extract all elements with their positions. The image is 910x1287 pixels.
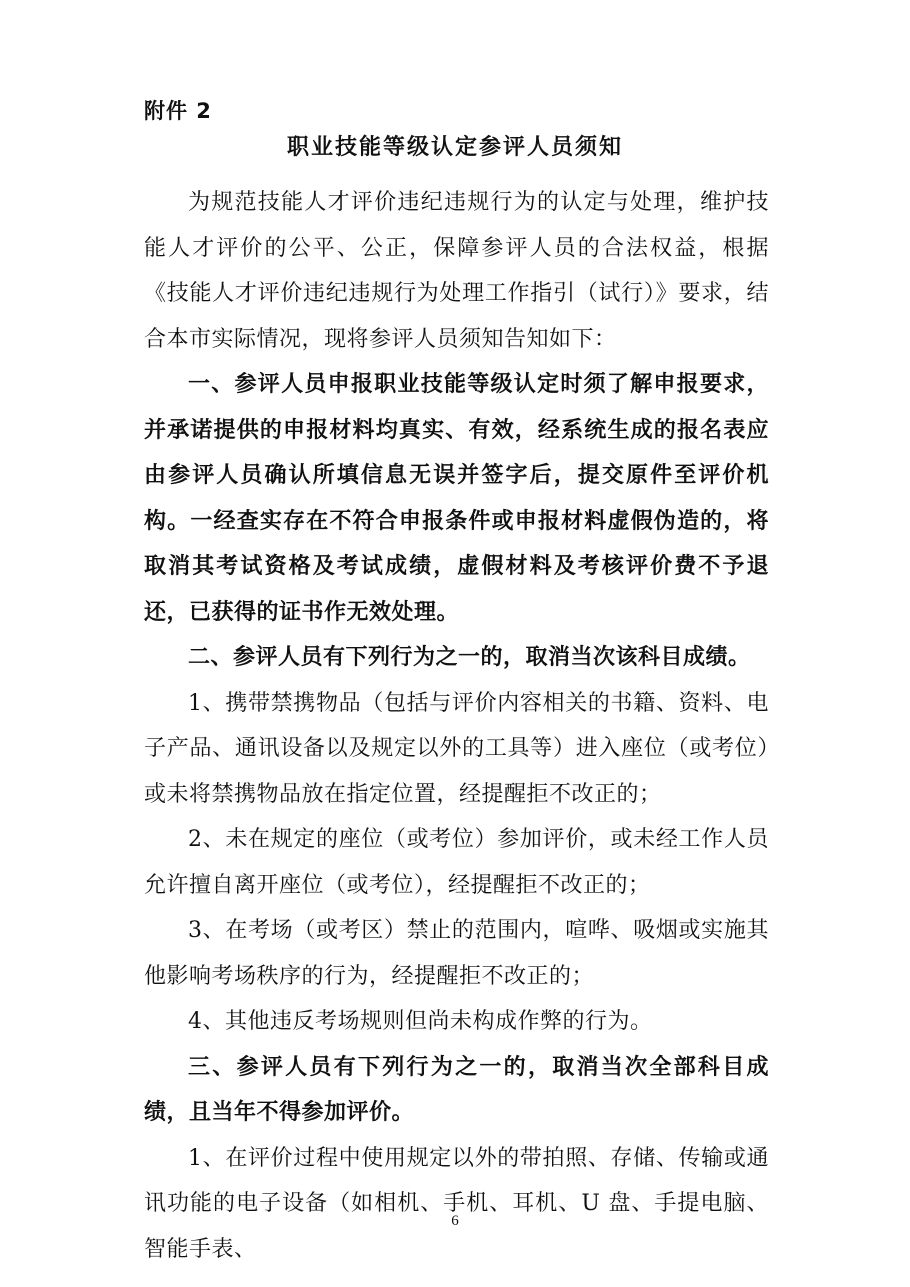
page-number: 6: [451, 1213, 459, 1229]
section-two-heading: 二、参评人员有下列行为之一的，取消当次该科目成绩。: [188, 645, 751, 670]
attachment-label: 附件 2: [144, 99, 212, 123]
section-three-heading: 三、参评人员有下列行为之一的，取消当次全部科目成绩，且当年不得参加评价。: [144, 1054, 769, 1125]
section-three-item-1: 1、在评价过程中使用规定以外的带拍照、存储、传输或通讯功能的电子设备（如相机、手机、耳机、U 盘、手提电脑、智能手表、: [144, 1145, 769, 1262]
section-two-item-3: 3、在考场（或考区）禁止的范围内，喧哗、吸烟或实施其他影响考场秩序的行为，经提醒拒不改正的；: [144, 918, 769, 989]
document-body: [144, 180, 769, 1272]
intro-paragraph: 为规范技能人才评价违纪违规行为的认定与处理，维护技能人才评价的公平、公正，保障参评人员的合法权益，根据《技能人才评价违纪违规行为处理工作指引（试行）》要求，结合本市实际情况，现将参评人员须知告知如下：: [144, 190, 769, 352]
section-two-item-2: 2、未在规定的座位（或考位）参加评价，或未经工作人员允许擅自离开座位（或考位），经提醒拒不改正的；: [144, 827, 769, 898]
section-two-item-1: 1、携带禁携物品（包括与评价内容相关的书籍、资料、电子产品、通讯设备以及规定以外的工具等）进入座位（或考位）或未将禁携物品放在指定位置，经提醒拒不改正的；: [144, 690, 769, 807]
document-title: 职业技能等级认定参评人员须知: [286, 135, 623, 160]
section-one-paragraph: 一、参评人员申报职业技能等级认定时须了解申报要求，并承诺提供的申报材料均真实、有效，经系统生成的报名表应由参评人员确认所填信息无误并签字后，提交原件至评价机构。一经查实存在不符合申报条件或申报材料虚假伪造的，将取消其考试资格及考试成绩，虚假材料及考核评价费不予退还，已获得的证书作无效处理。: [144, 372, 769, 625]
section-two-item-4: 4、其他违反考场规则但尚未构成作弊的行为。: [188, 1009, 653, 1034]
